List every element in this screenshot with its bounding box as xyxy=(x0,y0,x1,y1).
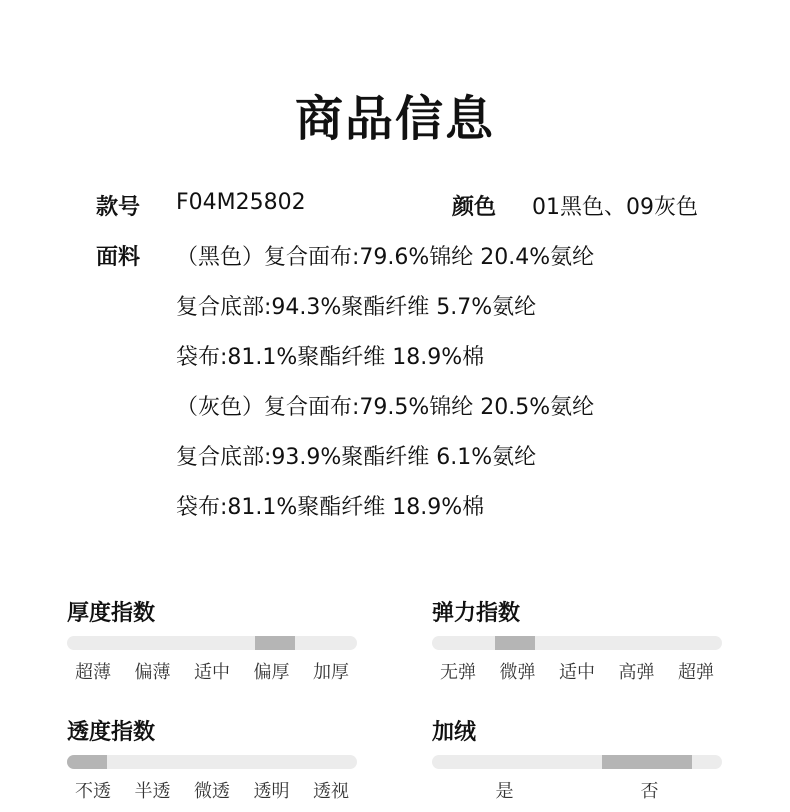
transparency-option: 透明 xyxy=(253,781,290,802)
thickness-option: 偏厚 xyxy=(253,662,290,683)
fabric-line: 袋布:81.1%聚酯纤维 18.9%棉 xyxy=(176,495,485,520)
fabric-line: 复合底部:93.9%聚酯纤维 6.1%氨纶 xyxy=(176,445,537,470)
transparency-option: 透视 xyxy=(313,781,349,802)
thickness-option: 超薄 xyxy=(75,662,111,683)
style-value: F04M25802 xyxy=(176,190,306,215)
fleece-meter xyxy=(432,715,722,803)
color-label: 颜色 xyxy=(452,195,497,220)
elasticity-indicator xyxy=(495,636,535,650)
fleece-track xyxy=(432,755,722,769)
color-value: 01黑色、09灰色 xyxy=(532,195,698,220)
thickness-option: 加厚 xyxy=(313,662,349,683)
fleece-indicator xyxy=(602,755,692,769)
fabric-label: 面料 xyxy=(96,245,141,270)
thickness-indicator xyxy=(255,636,295,650)
elasticity-option: 微弹 xyxy=(499,662,536,683)
transparency-track xyxy=(67,755,357,769)
elasticity-title: 弹力指数 xyxy=(432,601,521,626)
transparency-title: 透度指数 xyxy=(67,720,156,745)
elasticity-option: 超弹 xyxy=(678,662,714,683)
fabric-line: （灰色）复合面布:79.5%锦纶 20.5%氨纶 xyxy=(176,395,595,420)
fleece-option: 否 xyxy=(640,781,659,802)
fleece-title: 加绒 xyxy=(432,720,477,745)
transparency-option: 半透 xyxy=(134,781,171,802)
fleece-option: 是 xyxy=(495,781,514,802)
thickness-option: 偏薄 xyxy=(134,662,171,683)
elasticity-option: 高弹 xyxy=(618,662,655,683)
page-title: 商品信息 xyxy=(294,91,495,147)
fabric-line: 复合底部:94.3%聚酯纤维 5.7%氨纶 xyxy=(176,295,537,320)
thickness-meter xyxy=(67,596,357,684)
style-label: 款号 xyxy=(96,195,141,220)
elasticity-track xyxy=(432,636,722,650)
transparency-option: 微透 xyxy=(194,781,230,802)
thickness-title: 厚度指数 xyxy=(67,601,156,626)
thickness-track xyxy=(67,636,357,650)
elasticity-meter xyxy=(432,596,722,684)
elasticity-option: 无弹 xyxy=(440,662,476,683)
fabric-line: （黑色）复合面布:79.6%锦纶 20.4%氨纶 xyxy=(176,245,595,270)
transparency-indicator xyxy=(67,755,107,769)
elasticity-option: 适中 xyxy=(559,662,595,683)
thickness-option: 适中 xyxy=(194,662,230,683)
transparency-meter xyxy=(67,715,357,803)
fabric-line: 袋布:81.1%聚酯纤维 18.9%棉 xyxy=(176,345,485,370)
transparency-option: 不透 xyxy=(75,781,111,802)
